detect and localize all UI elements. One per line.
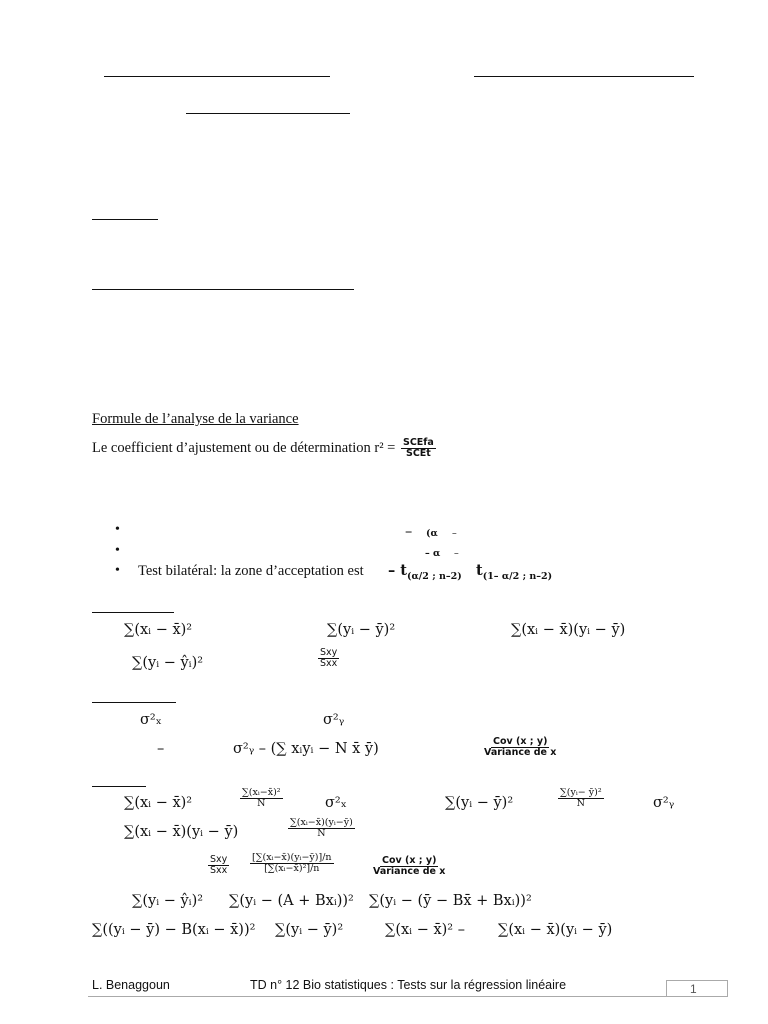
block3-sxx: ∑(xᵢ − x̄)²: [124, 795, 193, 811]
block3-cov-fraction: $\frac{\text{∑(xᵢ−x̄)(yᵢ−ȳ)}}{N}$: [290, 817, 353, 839]
block3-sigma-y: σ²ᵧ: [653, 795, 675, 811]
bullet-3-dot: •: [115, 563, 120, 578]
block1-heading-rule: [92, 612, 174, 613]
bullet-3-t-right: $t_{(1- \alpha/2 ; n-2)}$: [476, 562, 553, 582]
block3-res3: ∑(yᵢ − (ȳ − Bx̄ + Bxᵢ))²: [369, 893, 532, 909]
subheading-rule-2: [92, 289, 354, 290]
block3-res4: ∑((yᵢ − ȳ) − B(xᵢ − x̄))²: [92, 922, 256, 938]
block3-b3-fraction: Cov (x ; y) Variance de x: [373, 855, 446, 877]
bullet-1-dot: •: [115, 522, 120, 537]
block3-res5: ∑(yᵢ − ȳ)²: [275, 922, 344, 938]
section-title: Formule de l’analyse de la variance: [92, 411, 299, 427]
r2-denominator: SCEt: [405, 447, 431, 459]
r2-line: [92, 438, 436, 459]
bullet-1-alpha: (α: [426, 528, 438, 539]
bullet-2-dash: –: [454, 548, 459, 559]
block2-cov-fraction: Cov (x ; y) Variance de x: [484, 736, 557, 758]
block3-b2-fraction: $\frac{\text{[∑(xᵢ−x̄)(yᵢ−ȳ)]/n}}{\text{[∑(xᵢ−x̄)²]/n}}$: [252, 852, 332, 874]
block3-res1: ∑(yᵢ − ŷᵢ)²: [132, 893, 204, 909]
bullet-1-dash: –: [452, 528, 457, 539]
bullet-3-text: Test bilatéral: la zone d’acceptation est: [138, 563, 364, 579]
block1-b-fraction: Sxy Sxx: [320, 647, 338, 669]
block2-dash: –: [157, 741, 165, 757]
block1-syy: ∑(yᵢ − ȳ)²: [327, 622, 396, 638]
block2-sigma-y: σ²ᵧ: [323, 712, 345, 728]
bullet-2-alpha: – α: [425, 548, 441, 559]
r2-numerator: SCEfa: [402, 437, 434, 448]
block3-res7: ∑(xᵢ − x̄)(yᵢ − ȳ): [498, 922, 613, 938]
block3-res6: ∑(xᵢ − x̄)² –: [385, 922, 465, 938]
block3-res2: ∑(yᵢ − (A + Bxᵢ))²: [229, 893, 354, 909]
bullet-1-minus: –: [405, 524, 413, 540]
block3-b-fraction: Sxy Sxx: [210, 854, 228, 876]
r2-label: Le coefficient d’ajustement ou de détermination r² =: [92, 439, 396, 456]
block3-sxy: ∑(xᵢ − x̄)(yᵢ − ȳ): [124, 824, 239, 840]
header-rule-left: [104, 76, 330, 77]
header-rule-center: [186, 113, 350, 114]
block2-heading-rule: [92, 702, 176, 703]
subheading-rule-1: [92, 219, 158, 220]
block3-var-y-fraction: $\frac{\text{∑(yᵢ− ȳ)²}}{N}$: [560, 787, 602, 809]
block2-sigma-x: σ²ₓ: [140, 712, 162, 728]
block3-sigma-x: σ²ₓ: [325, 795, 347, 811]
block3-var-x-fraction: $\frac{\text{∑(xᵢ−x̄)²}}{N}$: [242, 787, 281, 809]
header-rule-right: [474, 76, 694, 77]
bullet-3-t-left: – $t_{(\alpha/2 ; n-2)}$: [388, 562, 462, 582]
block2-cov-expr: σ²ᵧ – (∑ xᵢyᵢ − N x̄ ȳ): [233, 741, 379, 757]
block1-sres: ∑(yᵢ − ŷᵢ)²: [132, 655, 204, 671]
block1-sxy: ∑(xᵢ − x̄)(yᵢ − ȳ): [511, 622, 626, 638]
block3-heading-rule: [92, 786, 146, 787]
r2-fraction: [401, 438, 436, 459]
footer-rule: [88, 996, 728, 997]
block1-sxx: ∑(xᵢ − x̄)²: [124, 622, 193, 638]
block3-syy: ∑(yᵢ − ȳ)²: [445, 795, 514, 811]
footer-author: L. Benaggoun: [92, 978, 170, 992]
page-number: 1: [690, 982, 697, 996]
footer-title: TD n° 12 Bio statistiques : Tests sur la régression linéaire: [250, 978, 567, 992]
page-number-box: [666, 980, 728, 997]
bullet-2-dot: •: [115, 543, 120, 558]
